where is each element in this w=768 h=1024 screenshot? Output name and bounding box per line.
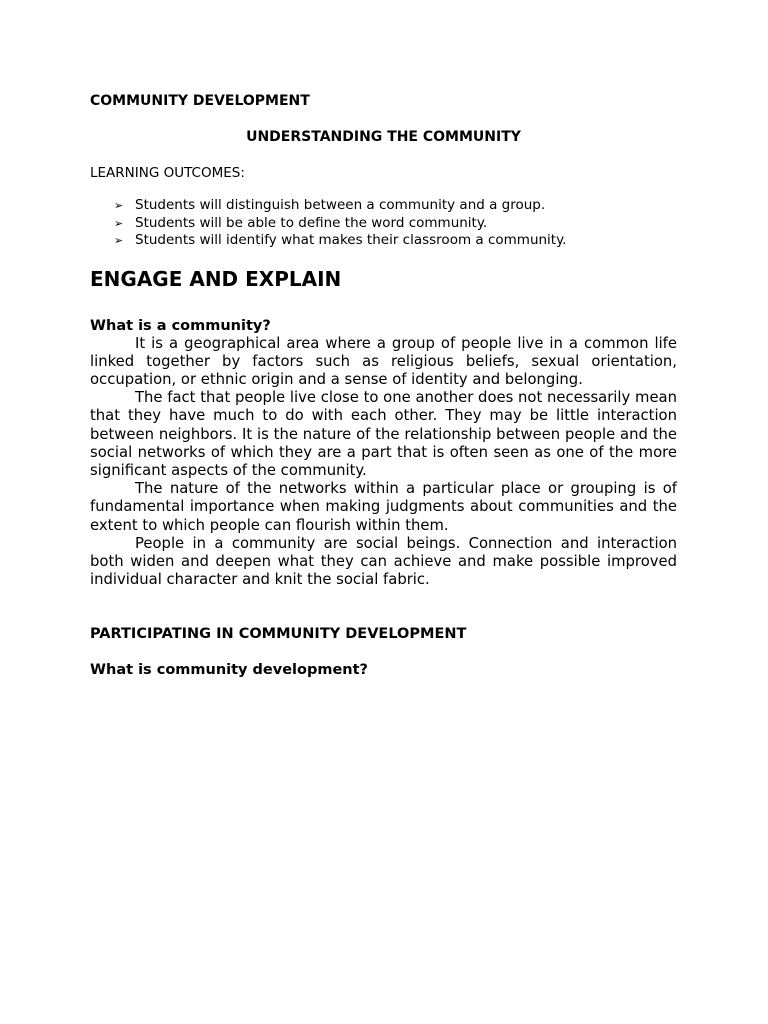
question-what-is-community: What is a community? xyxy=(90,317,271,334)
participating-heading: PARTICIPATING IN COMMUNITY DEVELOPMENT xyxy=(90,626,467,643)
question-what-is-community-development: What is community development? xyxy=(90,662,368,679)
paragraph: People in a community are social beings. Connection and interaction both widen and deepen what they can achieve and make possible improved individual character and knit the social fabric. xyxy=(90,534,677,589)
list-item xyxy=(114,215,677,233)
document-content xyxy=(90,92,677,679)
arrowhead-bullet-icon: ➢ xyxy=(114,234,124,247)
arrowhead-bullet-icon: ➢ xyxy=(114,199,124,212)
document-subtitle: UNDERSTANDING THE COMMUNITY xyxy=(246,129,521,145)
list-item xyxy=(114,197,677,215)
outcome-text: Students will be able to define the word community. xyxy=(135,214,488,231)
paragraph: It is a geographical area where a group of people live in a common life linked together by factors such as religious beliefs, sexual orientation, occupation, or ethnic origin and a sense of identity and belonging. xyxy=(90,334,677,388)
paragraph: The nature of the networks within a particular place or grouping is of fundamental importance when making judgments about communities and the extent to which people can flourish within them. xyxy=(90,480,677,534)
outcome-text: Students will identify what makes their classroom a community. xyxy=(135,232,567,248)
learning-outcomes-label: LEARNING OUTCOMES: xyxy=(90,165,245,181)
outcome-text: Students will distinguish between a community and a group. xyxy=(135,197,546,213)
list-item xyxy=(114,232,677,250)
arrowhead-bullet-icon: ➢ xyxy=(114,216,124,230)
document-title: COMMUNITY DEVELOPMENT xyxy=(90,93,310,109)
learning-outcomes-list xyxy=(90,197,677,250)
paragraph: The fact that people live close to one another does not necessarily mean that they have much to do with each other. They may be little interaction between neighbors. It is the nature of the relationship between people and the social networks of which they are a part that is often seen as one of the more significant aspects of the community. xyxy=(90,389,677,479)
engage-explain-heading: ENGAGE AND EXPLAIN xyxy=(90,266,342,291)
